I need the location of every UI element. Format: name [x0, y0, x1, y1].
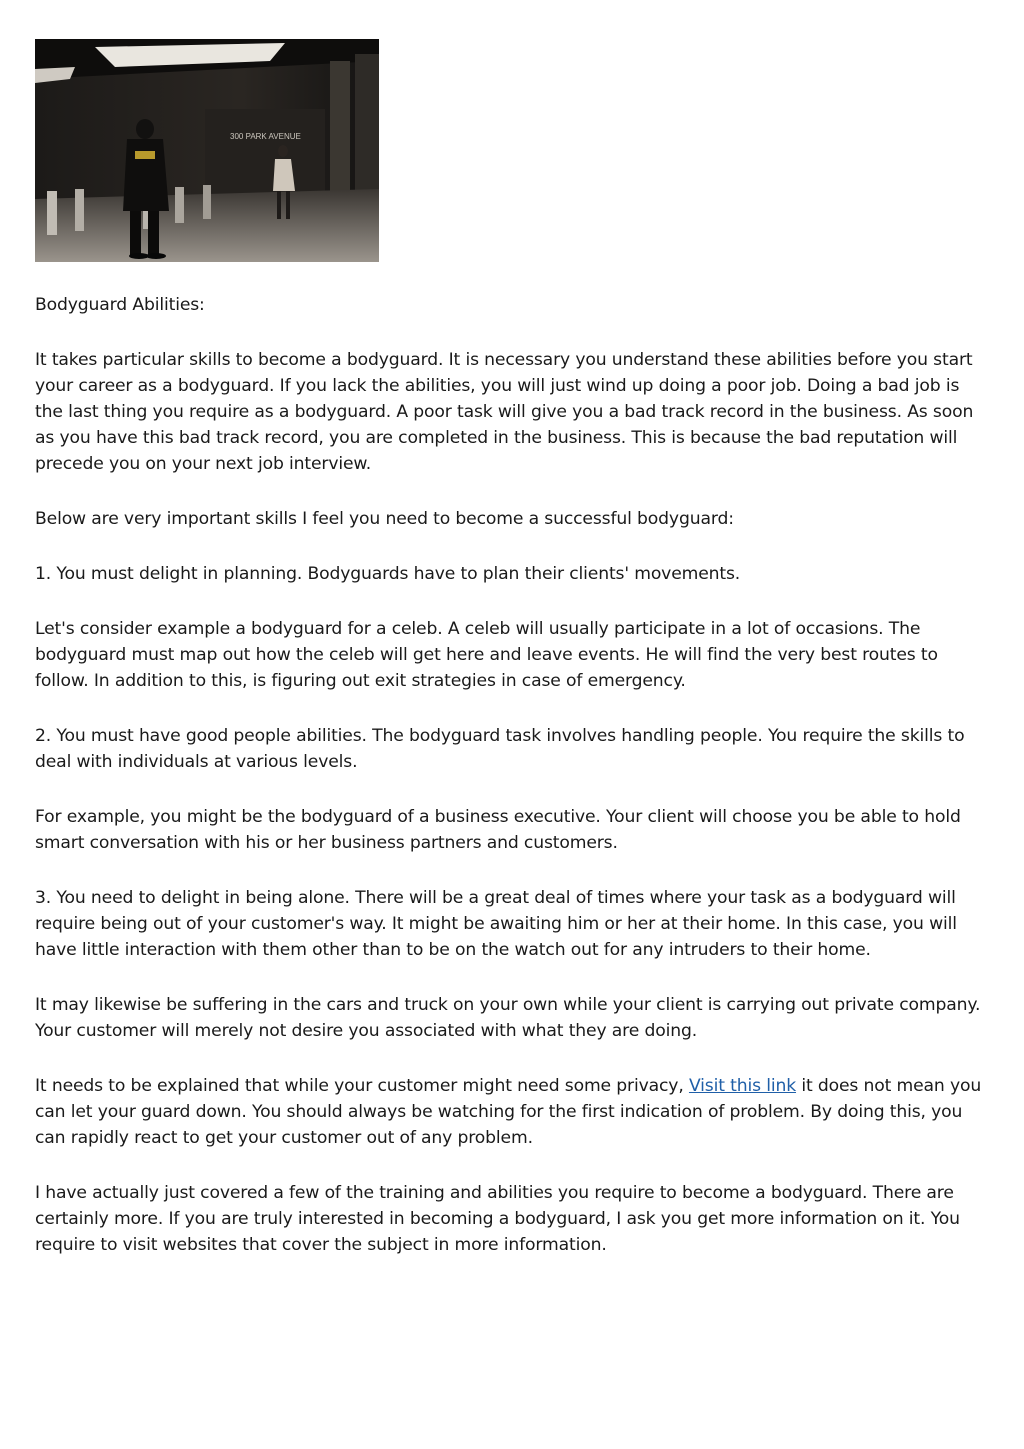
paragraph-skill-3: 3. You need to delight in being alone. There will be a great deal of times where your task as a bodyguard will require being out of your customer's way. It might be awaiting him or her at their home. In this case, you will have little interaction with them other than to be on the watch out for any intruders to their home.: [35, 888, 957, 960]
visit-this-link[interactable]: Visit this link: [688, 1076, 797, 1096]
paragraph-privacy-end: it does not mean you can let your guard down. You should always be watching for the first indication of problem. By doing this, you can rapidly react to get your customer out of any problem.: [35, 1076, 982, 1148]
paragraph-skill-1-example: Let's consider example a bodyguard for a celeb. A celeb will usually participate in a lot of occasions. The bodyguard must map out how the celeb will get here and leave events. He will find the very best routes to follow. In addition to this, is figuring out exit strategies in case of emergency.: [35, 619, 938, 691]
svg-text:300 PARK AVENUE: 300 PARK AVENUE: [230, 132, 301, 141]
paragraph-privacy-start: It needs to be explained that while your customer might need some privacy,: [35, 1076, 689, 1096]
paragraph-privacy: [35, 1073, 990, 1151]
paragraph-skill-2: 2. You must have good people abilities. The bodyguard task involves handling people. You require the skills to deal with individuals at various levels.: [35, 726, 965, 772]
page: [35, 39, 990, 1287]
lobby-photo-icon: [35, 39, 379, 262]
lobby-photo: [35, 39, 379, 262]
paragraph-skill-2-example: For example, you might be the bodyguard of a business executive. Your client will choose you be able to hold smart conversation with his or her business partners and customers.: [35, 807, 961, 853]
paragraph-conclusion: I have actually just covered a few of the training and abilities you require to become a bodyguard. There are certainly more. If you are truly interested in becoming a bodyguard, I ask you get more information on it. You require to visit websites that cover the subject in more information.: [35, 1183, 960, 1255]
article-body: [35, 292, 990, 1258]
paragraph-skill-3-example: It may likewise be suffering in the cars and truck on your own while your client is carrying out private company. Your customer will merely not desire you associated with what they are doing.: [35, 995, 981, 1041]
paragraph-skills-intro: Below are very important skills I feel you need to become a successful bodyguard:: [35, 509, 734, 529]
paragraph-intro: It takes particular skills to become a bodyguard. It is necessary you understand these abilities before you start your career as a bodyguard. If you lack the abilities, you will just wind up doing a poor job. Doing a bad job is the last thing you require as a bodyguard. A poor task will give you a bad track record in the business. As soon as you have this bad track record, you are completed in the business. This is because the bad reputation will precede you on your next job interview.: [35, 350, 974, 474]
article-heading: Bodyguard Abilities:: [35, 295, 205, 315]
paragraph-skill-1: 1. You must delight in planning. Bodyguards have to plan their clients' movements.: [35, 564, 741, 584]
